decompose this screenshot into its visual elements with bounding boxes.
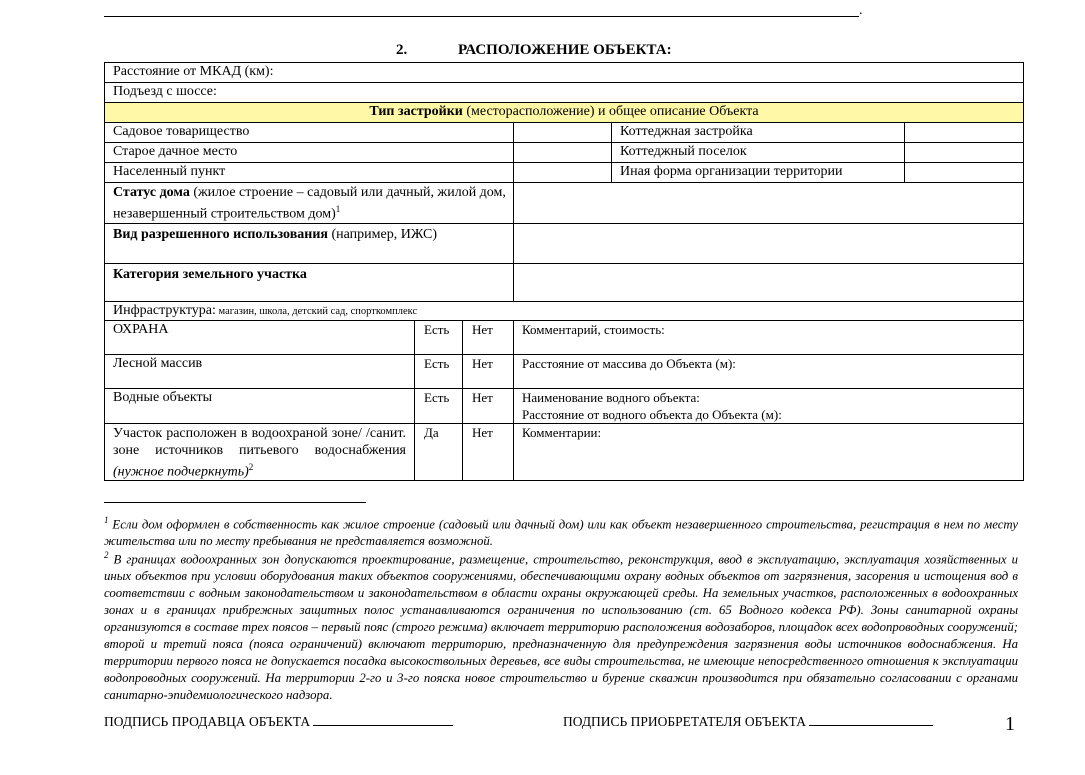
row-house-status	[105, 183, 1024, 224]
water-zone-label	[105, 423, 415, 481]
road-label: Подъезд с шоссе:	[105, 83, 1024, 103]
section-title-text: РАСПОЛОЖЕНИЕ ОБЪЕКТА:	[458, 42, 672, 58]
footnote-ref-2: 2	[248, 461, 254, 472]
type-header-rest: (месторасположение) и общее описание Объекта	[462, 104, 759, 119]
water-distance-label: Расстояние от водного объекта до Объекта (м):	[522, 406, 782, 422]
top-blank-line	[104, 16, 859, 17]
other-form-value[interactable]	[905, 163, 1024, 183]
water-zone-no[interactable]: Нет	[463, 423, 514, 481]
house-status-bold: Статус дома	[113, 185, 190, 200]
row-settlement	[105, 163, 1024, 183]
footnote-1	[104, 512, 1018, 550]
type-header	[105, 103, 1024, 123]
water-name-label: Наименование водного объекта:	[522, 389, 700, 405]
house-status-rest: (жилое строение – садовый или дачный, жилой дом, незавершенный строительством дом)	[113, 185, 506, 222]
land-category-bold: Категория земельного участка	[113, 266, 307, 282]
garden-label: Садовое товарищество	[105, 123, 514, 143]
buyer-signature-label: ПОДПИСЬ ПРИОБРЕТАТЕЛЯ ОБЪЕКТА	[563, 714, 807, 729]
cottage-dev-label: Коттеджная застройка	[612, 123, 905, 143]
security-no[interactable]: Нет	[463, 320, 514, 354]
row-permitted-use	[105, 223, 1024, 263]
seller-signature	[104, 713, 453, 730]
row-garden	[105, 123, 1024, 143]
row-mkad	[105, 63, 1024, 83]
permitted-use-label	[105, 223, 514, 263]
footnote-ref-1: 1	[335, 204, 341, 214]
water-zone-text: Участок расположен в водоохраной зоне/ /санит. зоне источников питьевого водоснабжения	[113, 425, 406, 458]
infra-items: магазин, школа, детский сад, спорткомплекс	[215, 305, 418, 317]
settlement-label: Населенный пункт	[105, 163, 514, 183]
infrastructure-label	[105, 301, 1024, 320]
row-infrastructure	[105, 301, 1024, 320]
section-title	[396, 42, 672, 59]
land-category-label	[105, 263, 514, 301]
cottage-village-value[interactable]	[905, 143, 1024, 163]
water-no[interactable]: Нет	[463, 388, 514, 423]
permitted-use-bold: Вид разрешенного использования	[113, 226, 328, 242]
footnote-1-text: Если дом оформлен в собственность как жилое строение (садовый или дачный дом) или как объект незавершенного строительства, регистрация в нем по месту жительства или по месту пребывания не представляется возможной.	[104, 517, 1018, 549]
settlement-value[interactable]	[514, 163, 612, 183]
forest-yes[interactable]: Есть	[415, 354, 463, 388]
permitted-use-value[interactable]	[514, 223, 1024, 263]
forest-comment[interactable]: Расстояние от массива до Объекта (м):	[514, 354, 1024, 388]
page-number: 1	[1005, 713, 1015, 735]
row-water-zone	[105, 423, 1024, 481]
permitted-use-rest: (например, ИЖС)	[327, 226, 438, 242]
cottage-village-label: Коттеджный поселок	[612, 143, 905, 163]
row-old-dacha	[105, 143, 1024, 163]
footnote-separator	[104, 502, 366, 503]
water-zone-comment[interactable]: Комментарии:	[514, 423, 1024, 481]
old-dacha-label: Старое дачное место	[105, 143, 514, 163]
house-status-label	[105, 183, 514, 224]
forest-no[interactable]: Нет	[463, 354, 514, 388]
water-zone-yes[interactable]: Да	[415, 423, 463, 481]
type-header-bold: Тип застройки	[369, 104, 463, 119]
other-form-label: Иная форма организации территории	[612, 163, 905, 183]
footnote-2-number: 2	[104, 550, 109, 560]
footnote-1-number: 1	[104, 515, 109, 525]
seller-signature-line[interactable]	[313, 713, 453, 726]
footnote-2	[104, 547, 1018, 704]
security-label: ОХРАНА	[105, 320, 415, 354]
seller-signature-label: ПОДПИСЬ ПРОДАВЦА ОБЪЕКТА	[104, 714, 311, 729]
property-location-table	[104, 62, 1024, 481]
water-zone-italic: (нужное подчеркнуть)	[113, 464, 249, 480]
water-yes[interactable]: Есть	[415, 388, 463, 423]
row-forest	[105, 354, 1024, 388]
old-dacha-value[interactable]	[514, 143, 612, 163]
infra-label: Инфраструктура:	[113, 302, 216, 318]
footnote-2-text: В границах водоохранных зон допускаются проектирование, размещение, строительство, реконструкция, ввод в эксплуатацию, эксплуатация хозяйственных и иных объектов при условии оборудования таких объектов сооружениями, обеспечивающими охрану водных объектов от загрязнения, засорения и истощения вод в соответствии с водным законодательством и законодательством в области охраны окружающей среды. На земельных участков, расположенных в водоохранных зонах и в границах прибрежных защитных полос устанавливаются ограничения по использованию (ст. 65 Водного кодекса РФ). Зоны санитарной охраны организуются в составе трех поясов – первый пояс (строго режима) включает территорию расположения водозаборов, площадок всех водопроводных сооружений; второй и третий пояса (пояса ограничений) включают территорию, предназначенную для предупреждения загрязнения воды источников водоснабжения. На территории первого пояса не допускается посадка высокоствольных деревьев, все виды строительства, не имеющие непосредственного отношения к эксплуатации водопроводных сооружений. На территории 2-го и 3-го пояска новое строительство и бурение скважин производится при обязательно согласовании с органами санитарно-эпидемиологического надзора.	[104, 552, 1018, 703]
water-comment[interactable]	[514, 388, 1024, 423]
row-road	[105, 83, 1024, 103]
row-type-header	[105, 103, 1024, 123]
buyer-signature	[563, 713, 933, 730]
top-line-dot: .	[859, 3, 863, 18]
row-security	[105, 320, 1024, 354]
section-number: 2.	[396, 42, 408, 58]
security-yes[interactable]: Есть	[415, 320, 463, 354]
house-status-value[interactable]	[514, 183, 1024, 224]
buyer-signature-line[interactable]	[809, 713, 933, 726]
row-water	[105, 388, 1024, 423]
security-comment[interactable]: Комментарий, стоимость:	[514, 320, 1024, 354]
mkad-label: Расстояние от МКАД (км):	[105, 63, 1024, 83]
land-category-value[interactable]	[514, 263, 1024, 301]
cottage-dev-value[interactable]	[905, 123, 1024, 143]
water-label: Водные объекты	[105, 388, 415, 423]
garden-value[interactable]	[514, 123, 612, 143]
row-land-category	[105, 263, 1024, 301]
forest-label: Лесной массив	[105, 354, 415, 388]
